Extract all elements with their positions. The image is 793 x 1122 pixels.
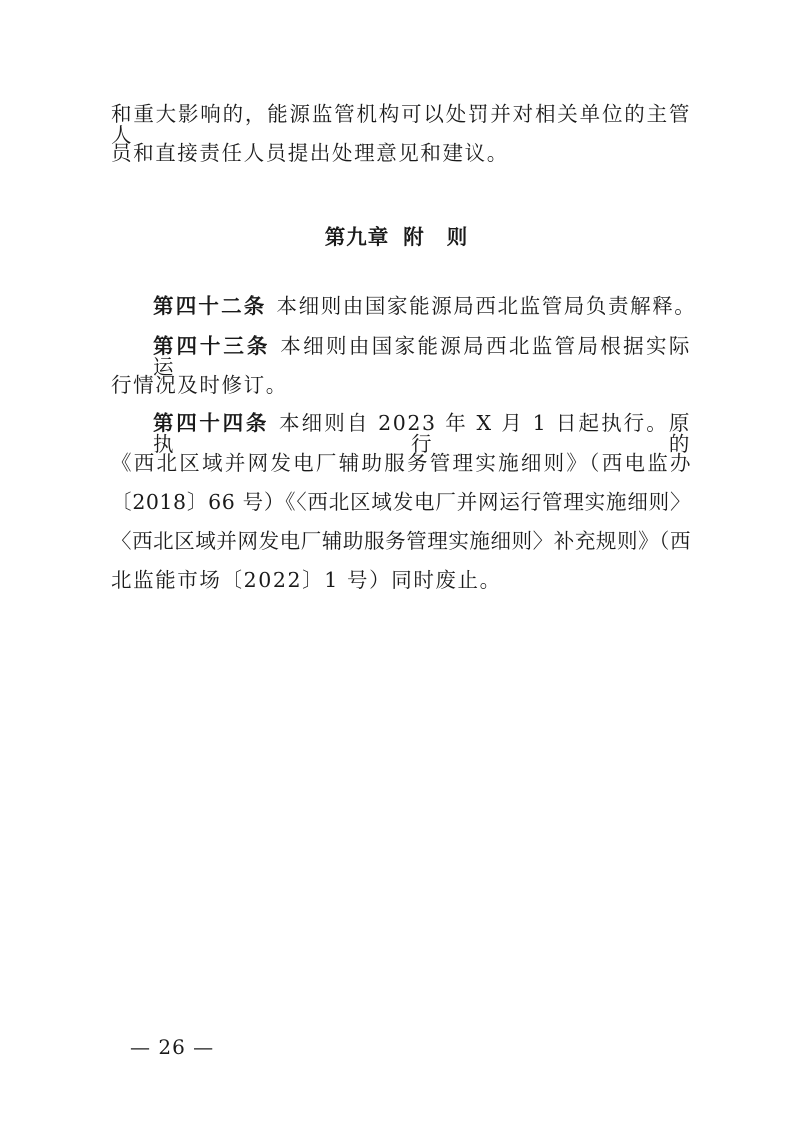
article-44-line: 北监能市场〔2022〕1 号）同时废止。: [111, 568, 502, 592]
article-44-line: 《西北区域并网发电厂辅助服务管理实施细则》（西电监办: [111, 451, 691, 475]
article-label: 第四十二条: [153, 294, 267, 318]
chapter-title-part: 附: [403, 225, 425, 249]
article-43-continued: 行情况及时修订。: [111, 373, 288, 397]
article-label: 第四十四条: [153, 411, 270, 435]
article-44: [153, 413, 691, 454]
article-42: [153, 294, 697, 318]
article-text: 本细则由国家能源局西北监管局负责解释。: [276, 294, 697, 318]
paragraph-line: 和重大影响的，能源监管机构可以处罚并对相关单位的主管人: [111, 102, 691, 147]
chapter-title-part: 则: [446, 225, 469, 249]
paragraph-line: 员和直接责任人员提出处理意见和建议。: [111, 141, 509, 165]
article-text: 本细则由国家能源局西北监管局根据实际运: [153, 334, 691, 379]
article-44-line: 〔2018〕66 号）《〈西北区域发电厂并网运行管理实施细则〉: [111, 490, 691, 514]
article-43: [153, 336, 691, 377]
chapter-number: 第九章: [324, 225, 390, 249]
article-44-line: 〈西北区域并网发电厂辅助服务管理实施细则〉补充规则》（西: [111, 529, 691, 553]
chapter-heading: [0, 220, 793, 250]
article-label: 第四十三条: [153, 334, 271, 358]
article-text: 本细则自 2023 年 X 月 1 日起执行。原执行的: [153, 411, 691, 456]
page-number: — 26 —: [130, 1035, 215, 1059]
